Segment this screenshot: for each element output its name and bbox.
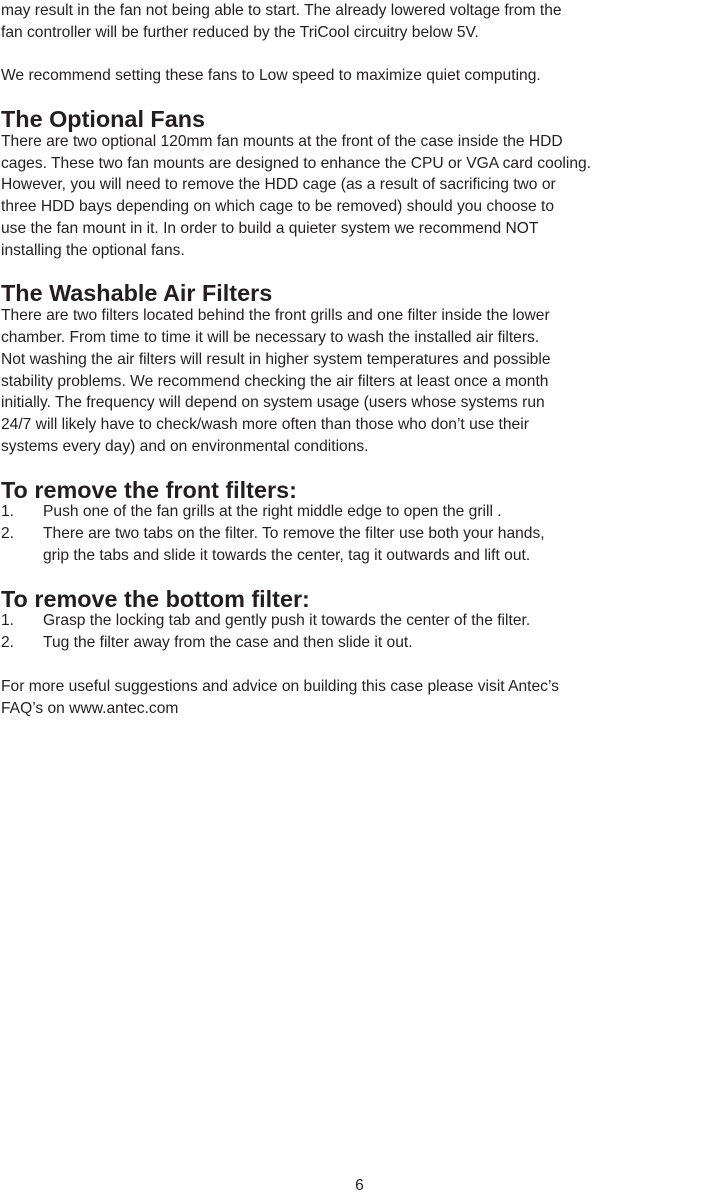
- text-line: There are two filters located behind the front grills and one filter inside the lower: [1, 307, 550, 325]
- text-line: may result in the fan not being able to start. The already lowered voltage from the: [1, 2, 562, 19]
- text-line: three HDD bays depending on which cage to be removed) should you choose to: [1, 198, 555, 216]
- step-number: 2.: [1, 634, 15, 652]
- front-filters-steps: [1, 501, 719, 566]
- text-line: There are two optional 120mm fan mounts at the front of the case inside the HDD: [1, 132, 563, 150]
- text-line: stability problems. We recommend checking the air filters at least once a month: [1, 372, 549, 390]
- text-line: Grasp the locking tab and gently push it towards the center of the filter.: [43, 612, 531, 630]
- text-line: chamber. From time to time it will be necessary to wash the installed air filters.: [1, 328, 540, 346]
- continuation-paragraph: [1, 0, 719, 44]
- text-line: systems every day) and on environmental conditions.: [1, 437, 369, 455]
- recommendation-paragraph: [1, 65, 719, 87]
- text-line: fan controller will be further reduced by the TriCool circuitry below 5V.: [1, 23, 479, 41]
- text-line: There are two tabs on the filter. To remove the filter use both your hands,: [43, 525, 545, 543]
- text-line: We recommend setting these fans to Low speed to maximize quiet computing.: [1, 67, 541, 85]
- list-item: [1, 632, 719, 654]
- washable-filters-heading: The Washable Air Filters: [1, 280, 273, 307]
- front-filters-heading: To remove the front filters:: [1, 476, 297, 503]
- list-item: [1, 610, 719, 632]
- optional-fans-paragraph: [1, 131, 719, 262]
- text-line: Not washing the air filters will result in higher system temperatures and possible: [1, 350, 551, 368]
- optional-fans-heading: The Optional Fans: [1, 105, 206, 132]
- closing-paragraph: [1, 676, 719, 720]
- text-line: Push one of the fan grills at the right middle edge to open the grill .: [43, 503, 502, 521]
- step-number: 1.: [1, 503, 15, 521]
- front-filters-section: [1, 476, 719, 567]
- list-item: [1, 501, 719, 523]
- bottom-filter-heading: To remove the bottom filter:: [1, 585, 310, 612]
- step-number: 2.: [1, 525, 15, 543]
- page-number: 6: [355, 1177, 364, 1194]
- list-item: [1, 523, 719, 567]
- step-number: 1.: [1, 612, 15, 630]
- text-line: grip the tabs and slide it towards the center, tag it outwards and lift out.: [43, 546, 531, 564]
- text-line: use the fan mount in it. In order to build a quieter system we recommend NOT: [1, 219, 539, 237]
- text-line: FAQ’s on www.antec.com: [1, 699, 179, 717]
- bottom-filter-section: [1, 585, 719, 654]
- washable-filters-paragraph: [1, 305, 719, 458]
- optional-fans-section: [1, 105, 719, 262]
- text-line: installing the optional fans.: [1, 241, 185, 259]
- washable-filters-section: [1, 280, 719, 457]
- text-line: initially. The frequency will depend on system usage (users whose systems run: [1, 394, 545, 412]
- text-line: 24/7 will likely have to check/wash more often than those who don’t use their: [1, 416, 529, 434]
- text-line: For more useful suggestions and advice on building this case please visit Antec’s: [1, 677, 559, 695]
- text-line: Tug the filter away from the case and then slide it out.: [43, 634, 413, 652]
- bottom-filter-steps: [1, 610, 719, 654]
- text-line: cages. These two fan mounts are designed to enhance the CPU or VGA card cooling.: [1, 154, 592, 172]
- text-line: However, you will need to remove the HDD cage (as a result of sacrificing two or: [1, 176, 556, 194]
